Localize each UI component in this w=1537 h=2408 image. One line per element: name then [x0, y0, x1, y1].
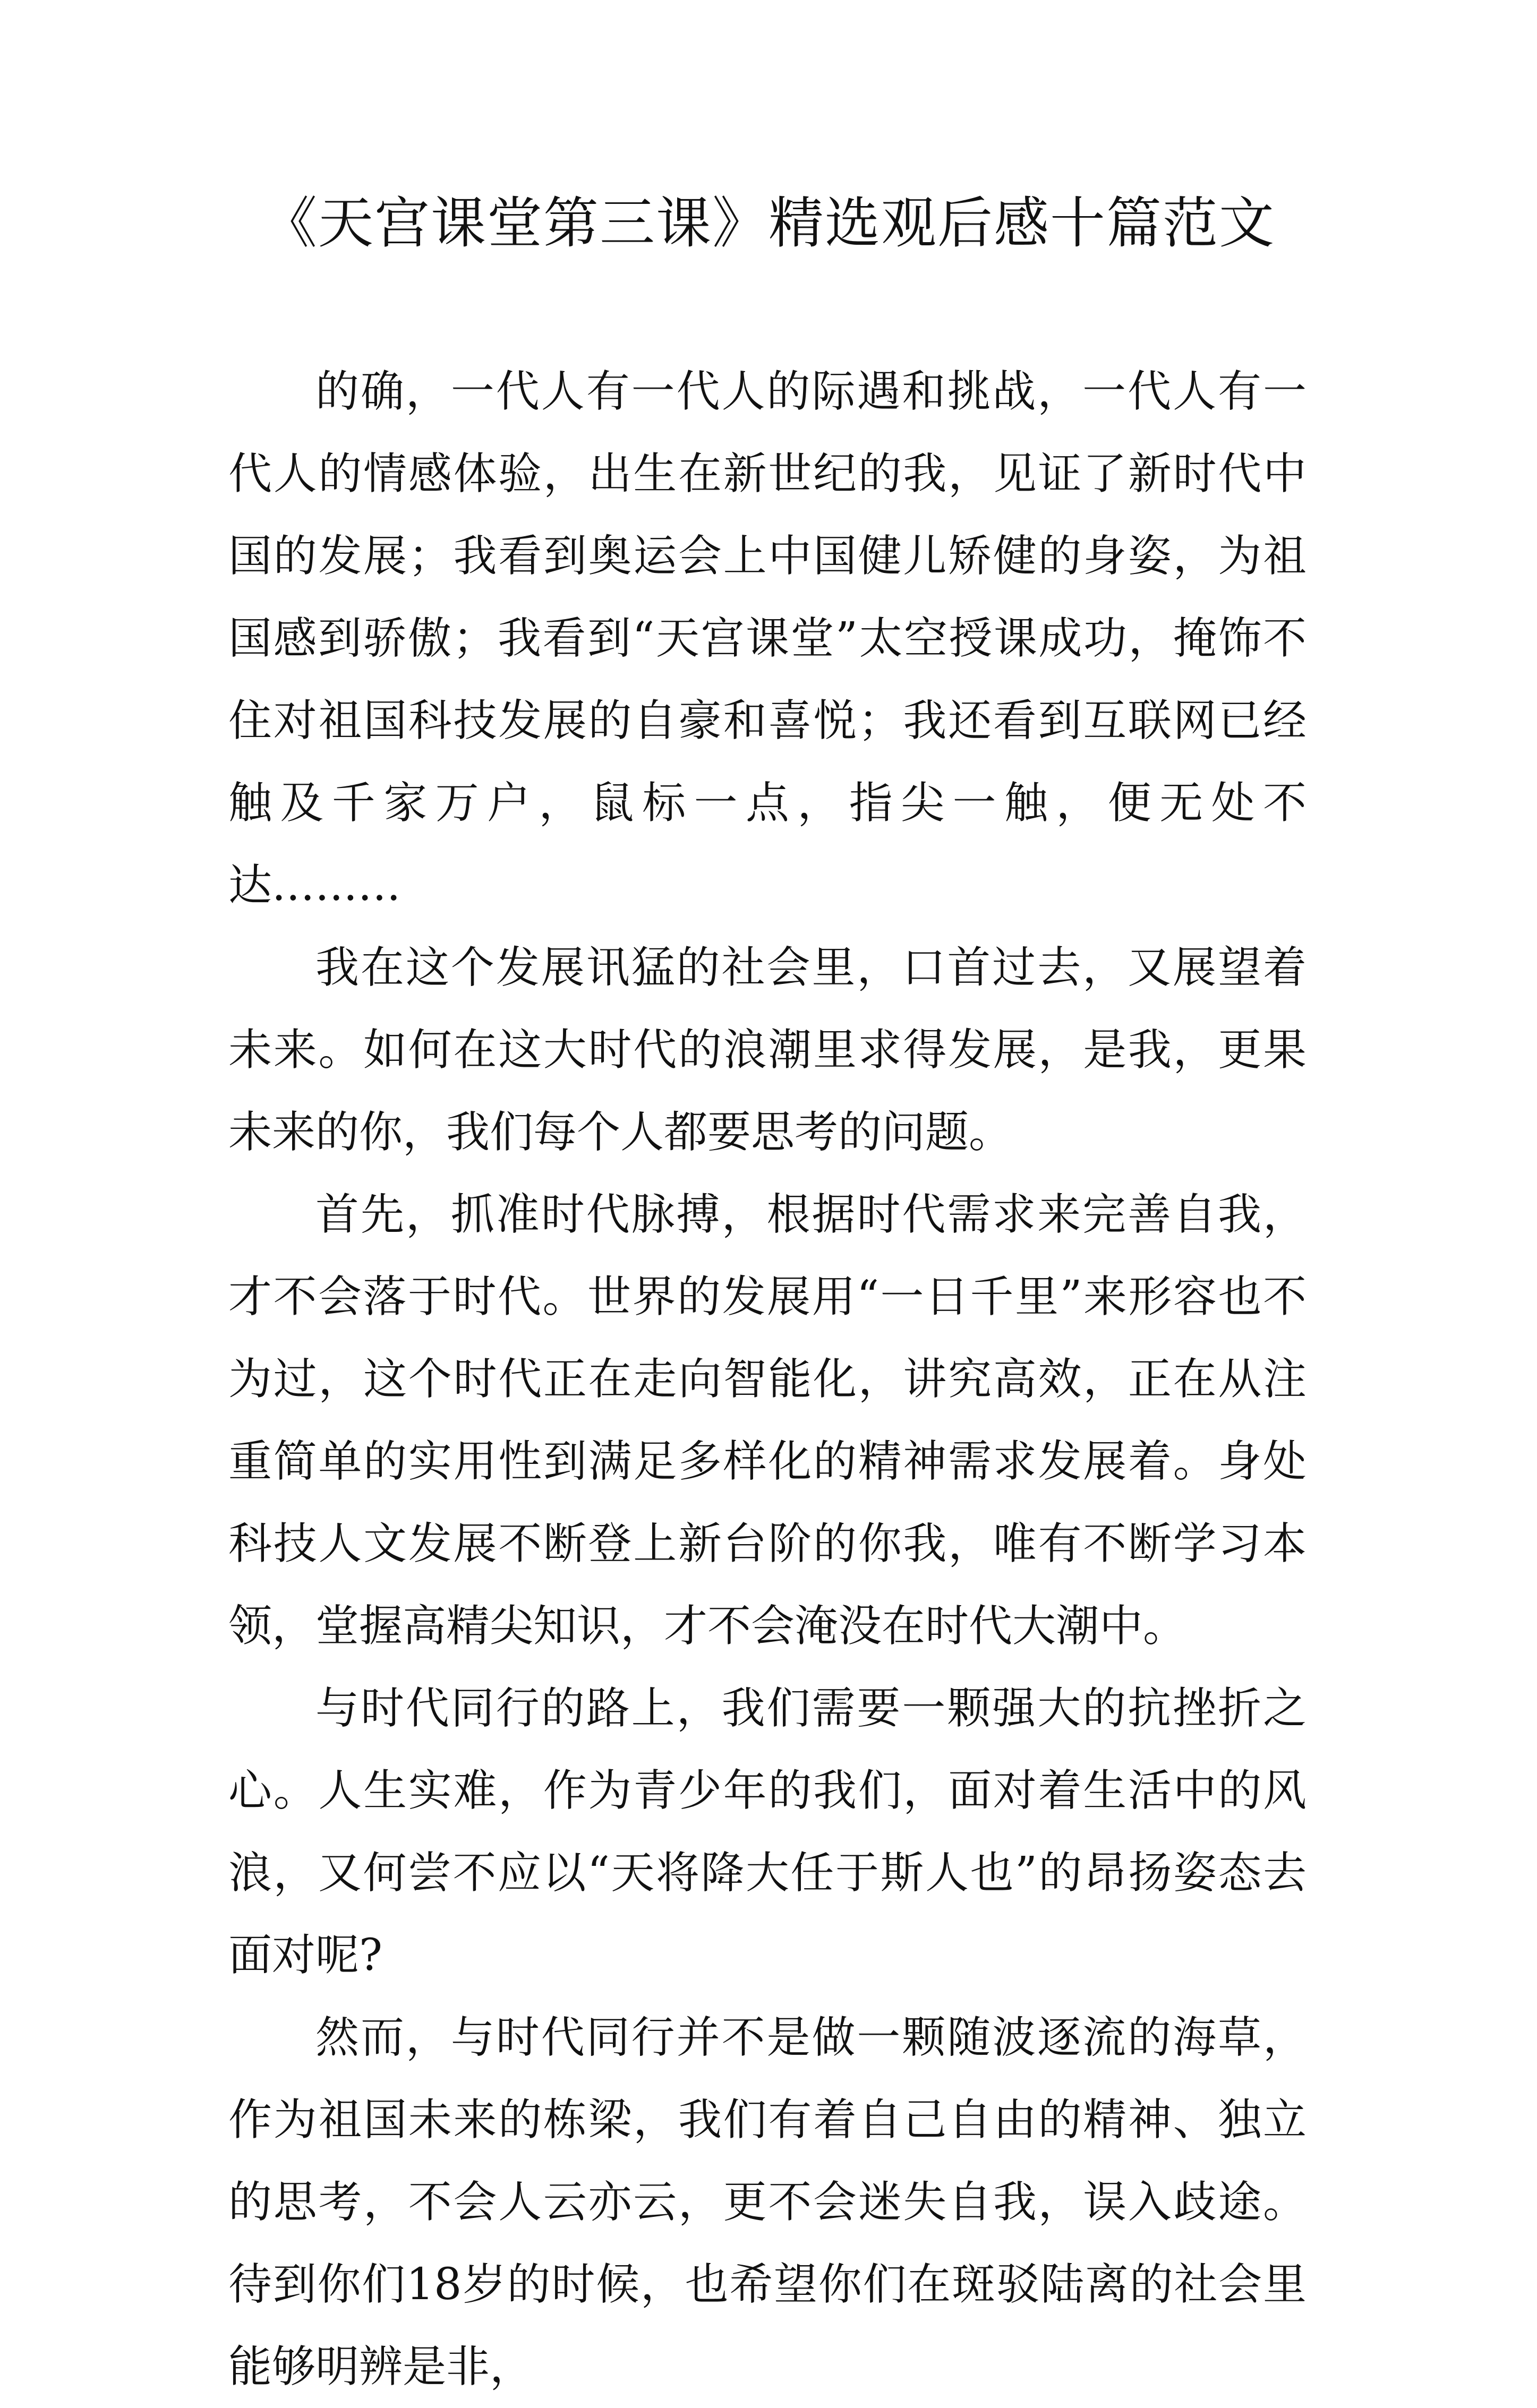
- paragraph-2: 我在这个发展讯猛的社会里，口首过去，又展望着未来。如何在这大时代的浪潮里求得发展，是我，更果未来的你，我们每个人都要思考的问题。: [228, 942, 1307, 1158]
- paragraph-5: 然而，与时代同行并不是做一颗随波逐流的海草，作为祖国未来的栋梁，我们有着自己自由的精神、独立的思考，不会人云亦云，更不会迷失自我，误入歧途。待到你们18岁的时候，也希望你们在斑驳陆离的社会里能够明辨是非，: [228, 2012, 1307, 2392]
- paragraph-4: 与时代同行的路上，我们需要一颗强大的抗挫折之心。人生实难，作为青少年的我们，面对着生活中的风浪，又何尝不应以“天将降大任于斯人也”的昂扬姿态去面对呢?: [228, 1683, 1307, 1981]
- document-body: [228, 350, 1307, 2408]
- paragraph-1: 的确，一代人有一代人的际遇和挑战，一代人有一代人的情感体验，出生在新世纪的我，见证了新时代中国的发展；我看到奥运会上中国健儿矫健的身姿，为祖国感到骄傲；我看到“天宫课堂”太空授课成功，掩饰不住对祖国科技发展的自豪和喜悦；我还看到互联网已经触及千家万户，鼠标一点，指尖一触，便无处不达.….….: [228, 366, 1307, 911]
- paragraph-3: 首先，抓准时代脉搏，根据时代需求来完善自我，才不会落于时代。世界的发展用“一日千里”来形容也不为过，这个时代正在走向智能化，讲究高效，正在从注重简单的实用性到满足多样化的精神需求发展着。身处科技人文发展不断登上新台阶的你我，唯有不断学习本领，堂握高精尖知识，才不会淹没在时代大潮中。: [228, 1189, 1307, 1651]
- document-title: 《天宫课堂第三课》精选观后感十篇范文: [261, 191, 1275, 255]
